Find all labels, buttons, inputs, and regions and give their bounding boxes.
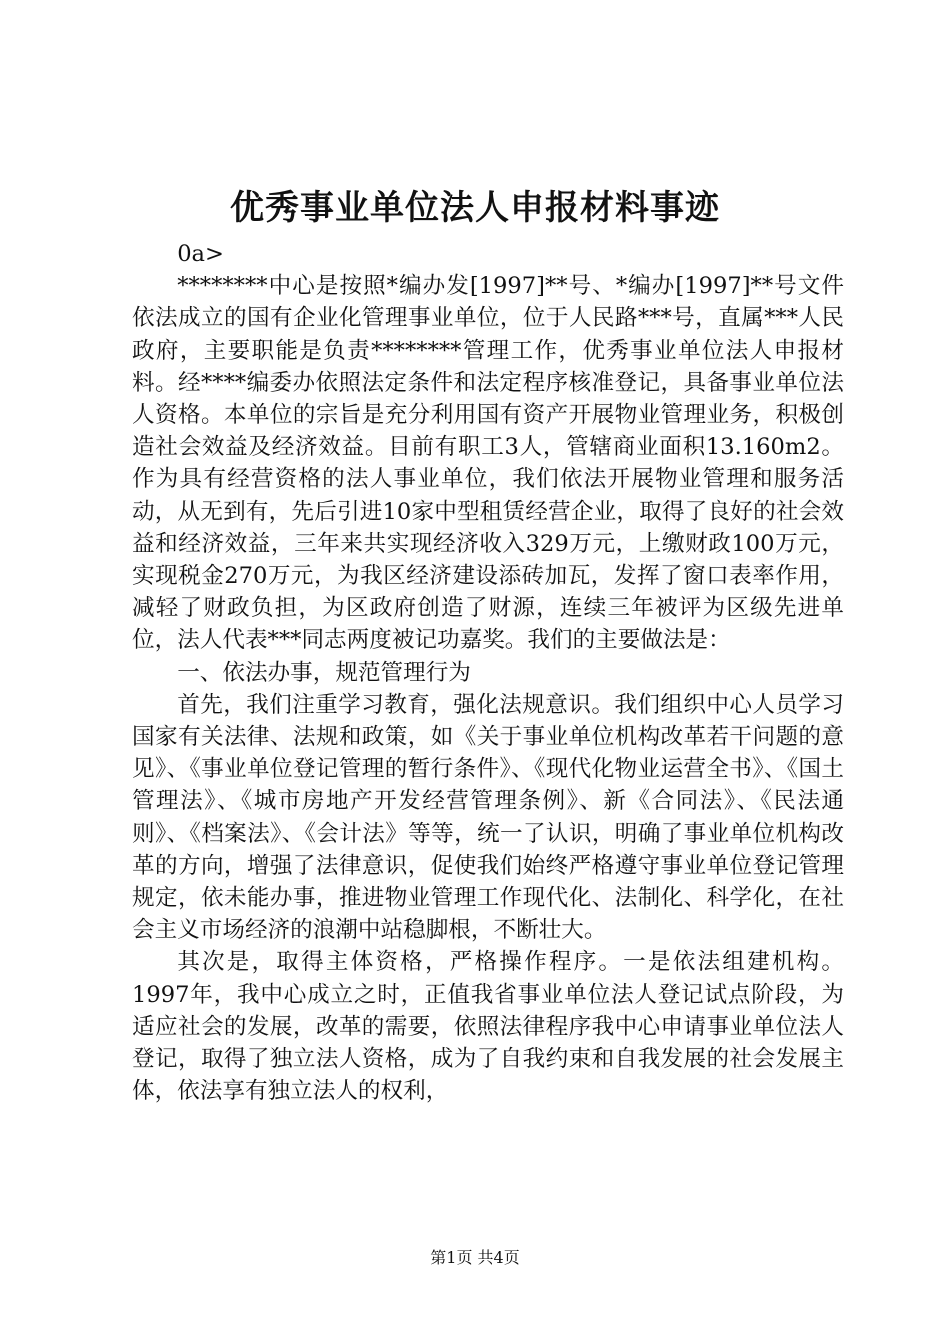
paragraph-first: 首先，我们注重学习教育，强化法规意识。我们组织中心人员学习国家有关法律、法规和政策，如《关于事业单位机构改革若干问题的意见》、《事业单位登记管理的暂行条件》、《现代化物业运营全书》、《国土管理法》、《城市房地产开发经营管理条例》、新《合同法》、《民法通则》、《档案法》、《会计法》等等，统一了认识，明确了事业单位机构改革的方向，增强了法律意识，促使我们始终严格遵守事业单位登记管理规定，依未能办事，推进物业管理工作现代化、法制化、科学化，在社会主义市场经济的浪潮中站稳脚根，不断壮大。: [132, 691, 844, 944]
page-footer: 第1页 共4页: [430, 1248, 520, 1267]
document-body: [132, 238, 844, 1107]
paragraph-intro: ********中心是按照*编办发[1997]**号、*编办[1997]**号文件依法成立的国有企业化管理事业单位，位于人民路***号，直属***人民政府，主要职能是负责********管理工作，优秀事业单位法人申报材料。经****编委办依照法定条件和法定程序核准登记，具备事业单位法人资格。本单位的宗旨是充分利用国有资产开展物业管理业务，积极创造社会效益及经济效益。目前有职工3人，管辖商业面积13.160m2。作为具有经营资格的法人事业单位，我们依法开展物业管理和服务活动，从无到有，先后引进10家中型租赁经营企业，取得了良好的社会效益和经济效益，三年来共实现经济收入329万元，上缴财政100万元，实现税金270万元，为我区经济建设添砖加瓦，发挥了窗口表率作用，减轻了财政负担，为区政府创造了财源，连续三年被评为区级先进单位，法人代表***同志两度被记功嘉奖。我们的主要做法是：: [132, 273, 844, 654]
document-title: 优秀事业单位法人申报材料事迹: [230, 188, 720, 228]
paragraph-second: 其次是，取得主体资格，严格操作程序。一是依法组建机构。1997年，我中心成立之时，正值我省事业单位法人登记试点阶段，为适应社会的发展，改革的需要，依照法律程序我中心申请事业单位法人登记，取得了独立法人资格，成为了自我约束和自我发展的社会发展主体，依法享有独立法人的权利，: [132, 949, 844, 1105]
paragraph-note: 0a>: [177, 241, 224, 267]
section-heading: 一、依法办事，规范管理行为: [177, 659, 471, 686]
